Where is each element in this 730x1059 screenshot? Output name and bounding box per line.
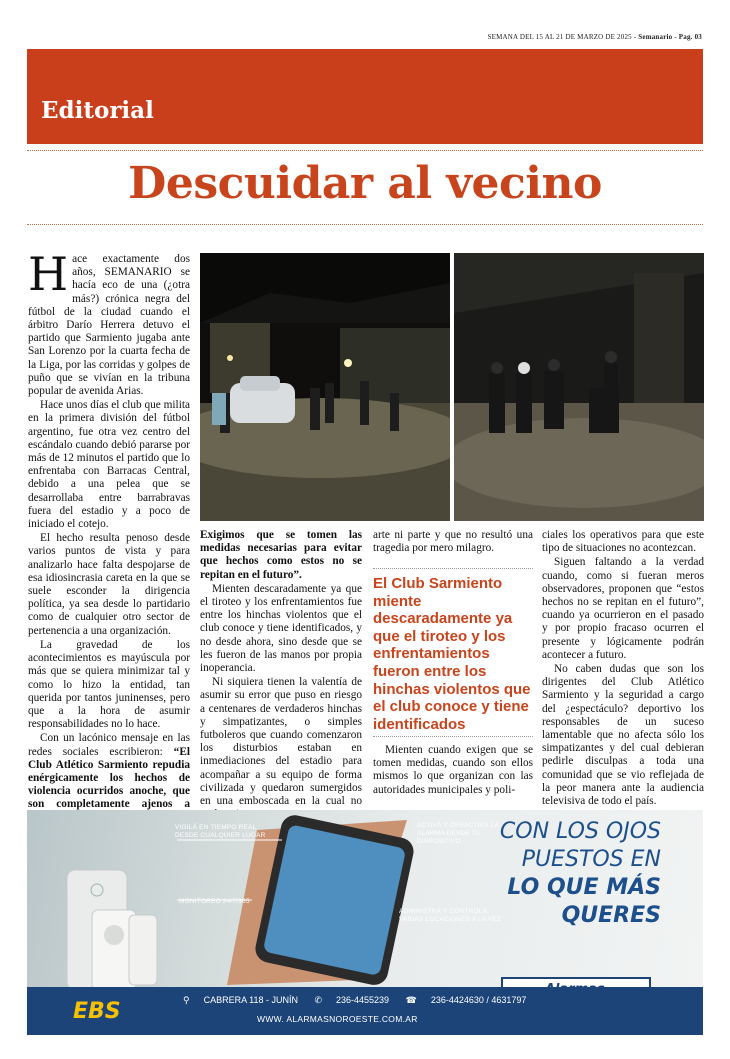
page-number: - Pag. 03 <box>674 33 702 41</box>
paragraph: Hace exactamente dos años, SEMANARIO se hacía eco de una (¿otra más?) crónica negra del fútbol de la ciudad cuando el árbitro Darío Herrera detuvo el partido que Sarmiento jugaba ante San Lorenzo por la cuarta fecha de la Liga, por las corridas y golpes de puño que se vivían en la tribuna popular de avenida Arias. <box>28 247 190 398</box>
photo-night-street-fight <box>200 253 450 521</box>
article-column-3-bottom <box>373 744 533 798</box>
location-icon: ⚲ <box>183 995 190 1005</box>
paragraph: Mienten cuando exigen que se tomen medidas, cuando son ellos mismos lo que organizan con las autoridades municipales y poli- <box>373 744 533 796</box>
section-banner <box>27 49 703 144</box>
club-statement: “El Club Atlético Sarmiento repudia enérgicamente los hechos de violencia ocurridos anoche, que son completamente ajenos a <box>28 745 190 811</box>
article-column-3-top <box>373 529 533 556</box>
paragraph: Hace unos días el club que milita en la primera división del fútbol argentino, fue otra vez centro del escándalo cuando debió pararse por más de 12 minutos el partido que lo enfrentaba con Barracas Central, debido a una pelea que se desarrollaba entre barrabravas fuera del estadio y a poco de iniciado el cotejo. <box>28 399 190 531</box>
paragraph: El hecho resulta penoso desde varios puntos de vista y para analizarlo hace falta despojarse de esa idiosincrasia careta en la que se suele esconder la dirigencia política, ya sea desde lo partidario como de cualquier otro sector de pertenencia a una organización. <box>28 532 190 637</box>
paragraph: La gravedad de los acontecimientos es mayúscula por más que se quiera minimizar tal y como lo hizo la entidad, tan querida por tantos juninenses, pero que a la hora de asumir responsabilidades no lo hace. <box>28 638 190 731</box>
feature-monitoring: MONITOREO 24/7/365 <box>179 898 250 905</box>
issue-week: SEMANA DEL 15 AL 21 DE MARZO DE 2025 - <box>487 33 637 41</box>
website-link[interactable]: WWW. ALARMASNOROESTE.COM.AR <box>257 1014 418 1024</box>
publication-name: Semanario <box>638 33 673 41</box>
ad-contact-bar <box>27 987 703 1035</box>
contact-info <box>183 995 540 1006</box>
pull-quote: El Club Sarmiento miente descaradamente ya que el tiroteo y los enfrentamientos fueron entre los hinchas violentos que el club conoce y tiene identificados <box>373 575 531 733</box>
article-column-4 <box>542 529 704 809</box>
paragraph: Con un lacónico mensaje en las redes sociales escribieron: “El Club Atlético Sarmiento repudia enérgicamente los hechos de violencia ocurridos anoche, que son completamente ajenos a <box>28 732 190 838</box>
paragraph <box>200 529 362 582</box>
paragraph: Ni siquiera tienen la valentía de asumir su error que puso en riesgo a centenares de verdaderos hinchas y simpatizantes, o simples futboleros que cuando comenzaron los disturbios estaban en inmediaciones del estadio para acompañar a su equipo de forma civilizada y quedaron sumergidos en una emboscada en la cual no <box>200 676 362 808</box>
article-column-1 <box>28 247 190 839</box>
divider <box>27 224 703 225</box>
paragraph: No caben dudas que son los dirigentes del Club Atlético Sarmiento y la seguridad a cargo del ¿espectáculo? deportivo los responsables de un suceso lamentable que no afecta sólo los simpatizantes y del cual debieran pedirle disculpas a toda una comunidad que se vio reflejada de la peor manera ante la audiencia televisiva de todo el país. <box>542 663 704 808</box>
whatsapp-icon: ✆ <box>314 995 323 1005</box>
article-column-2 <box>200 529 362 822</box>
advertisement-alarmas-noroeste[interactable] <box>27 810 703 1035</box>
paragraph: ciales los operativos para que este tipo de situaciones no acontezcan. <box>542 529 704 555</box>
feature-multi-location: ADMINISTRÁ Y CONTROLÁ VARIAS LOCACIONES A LA VEZ <box>399 908 502 923</box>
article-headline: Descuidar al vecino <box>128 158 602 209</box>
divider <box>27 150 703 151</box>
drop-cap: H <box>28 247 69 301</box>
section-title: Editorial <box>41 97 154 124</box>
ebs-logo: EBS <box>73 999 121 1024</box>
paragraph: Mienten descaradamente ya que el tiroteo y los enfrentamientos fue entre los hinchas violentos que el club conoce y tiene identificados, y no desde ahora, sino desde que se les fueron de las manos por propia inoperancia. <box>200 582 362 675</box>
paragraph: arte ni parte y que no resultó una tragedia por mero milagro. <box>373 529 533 555</box>
phone-numbers[interactable]: 236-4424630 / 4631797 <box>430 995 527 1005</box>
feature-remote-arm: ACTIVÁ Y DESACTIVÁ LA ALARMA DESDE TU DISPOSITIVO <box>417 822 499 845</box>
feature-realtime: VIGILÁ EN TIEMPO REAL DESDE CUALQUIER LUGAR <box>175 824 266 839</box>
divider <box>373 568 533 569</box>
whatsapp-number[interactable]: 236-4455239 <box>336 995 390 1005</box>
photo-fans-brawl <box>454 253 704 521</box>
page-header <box>488 33 702 41</box>
club-statement-end: Exigimos que se tomen las medidas necesarias para evitar que hechos como estos no se repitan en el futuro”. <box>200 529 362 581</box>
address: CABRERA 118 - JUNÍN <box>203 995 298 1005</box>
phone-icon: ☎ <box>405 995 417 1005</box>
ad-slogan: CON LOS OJOS PUESTOS EN LO QUE MÁS QUERES <box>499 819 661 928</box>
divider <box>373 736 533 737</box>
paragraph: Siguen faltando a la verdad cuando, como si fueran meros observadores, proponen que “estos hechos no se repitan en el futuro”, cuando ya ocurrieron en el pasado y por propio fracaso ocurren el presente y lógicamente podrán acontecer a futuro. <box>542 556 704 661</box>
